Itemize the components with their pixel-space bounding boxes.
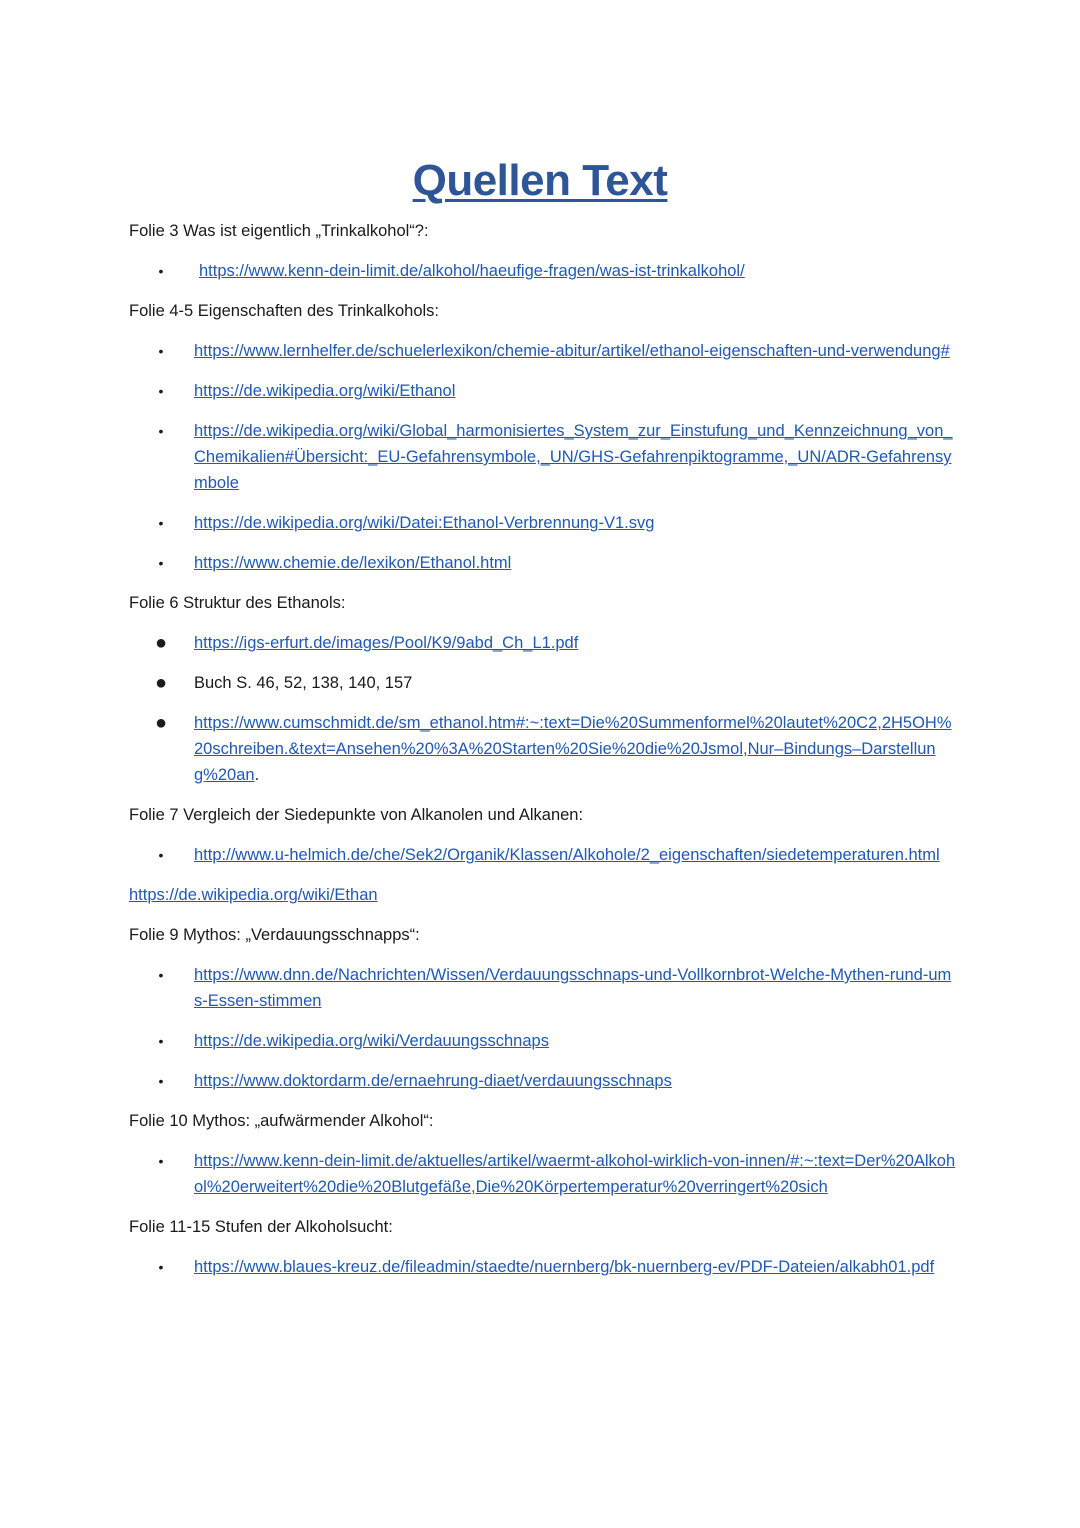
section-list — [129, 338, 959, 576]
page-title-text: Quellen Text — [412, 156, 668, 205]
source-link[interactable]: https://de.wikipedia.org/wiki/Datei:Ethanol-Verbrennung-V1.svg — [194, 514, 655, 532]
list-item — [129, 1254, 959, 1280]
bullet-icon: • — [158, 263, 164, 279]
source-link[interactable]: https://www.kenn-dein-limit.de/aktuelles/artikel/waermt-alkohol-wirklich-von-innen/#:~:text=Der%20Alkohol%20erweitert%20die%20Blutgefäße,Die%20Körpertemperatur%20verringert%20sich — [194, 1152, 956, 1196]
section-heading: Folie 9 Mythos: „Verdauungsschnapps“: — [129, 926, 420, 944]
bullet-icon: • — [158, 343, 164, 359]
bullet-icon: • — [158, 555, 164, 571]
list-item — [129, 670, 959, 696]
section-list — [129, 1148, 959, 1200]
bullet-icon: ● — [155, 672, 168, 694]
section-heading: Folie 6 Struktur des Ethanols: — [129, 594, 346, 612]
section-list — [129, 1254, 959, 1280]
section-heading: Folie 3 Was ist eigentlich „Trinkalkohol“?: — [129, 222, 429, 240]
list-item — [129, 550, 959, 576]
book-reference: Buch S. 46, 52, 138, 140, 157 — [194, 674, 413, 692]
list-item — [129, 510, 959, 536]
source-link[interactable]: https://de.wikipedia.org/wiki/Verdauungsschnaps — [194, 1032, 549, 1050]
list-item — [129, 962, 959, 1014]
source-link[interactable]: https://de.wikipedia.org/wiki/Ethan — [129, 886, 378, 904]
source-link[interactable]: https://www.cumschmidt.de/sm_ethanol.htm#:~:text=Die%20Summenformel%20lautet%20C2,2H5OH%20schreiben.&text=Ansehen%20%3A%20Starten%20Sie%20die%20Jsmol,Nur–Bindungs–Darstellung%20an — [194, 714, 952, 784]
list-item — [129, 418, 959, 496]
list-item — [129, 842, 959, 868]
source-link[interactable]: https://www.doktordarm.de/ernaehrung-diaet/verdauungsschnaps — [194, 1072, 672, 1090]
bullet-icon: • — [158, 847, 164, 863]
source-link[interactable]: https://www.blaues-kreuz.de/fileadmin/staedte/nuernberg/bk-nuernberg-ev/PDF-Dateien/alkabh01.pdf — [194, 1258, 935, 1276]
source-link[interactable]: http://www.u-helmich.de/che/Sek2/Organik/Klassen/Alkohole/2_eigenschaften/siedetemperaturen.html — [194, 846, 940, 864]
bullet-icon: • — [158, 423, 164, 439]
source-link[interactable]: https://www.dnn.de/Nachrichten/Wissen/Verdauungsschnaps-und-Vollkornbrot-Welche-Mythen-rund-ums-Essen-stimmen — [194, 966, 952, 1010]
source-link[interactable]: https://de.wikipedia.org/wiki/Ethanol — [194, 382, 456, 400]
link-suffix: . — [254, 766, 260, 784]
list-item — [129, 378, 959, 404]
bullet-icon: • — [158, 1033, 164, 1049]
bullet-icon: • — [158, 383, 164, 399]
bullet-icon: ● — [155, 632, 168, 654]
section-list — [129, 258, 959, 284]
bullet-icon: • — [158, 967, 164, 983]
section-heading: Folie 4-5 Eigenschaften des Trinkalkohols: — [129, 302, 440, 320]
section-list — [129, 630, 959, 788]
bullet-icon: • — [158, 1153, 164, 1169]
list-item — [129, 1028, 959, 1054]
sources-list — [129, 218, 959, 1294]
source-link[interactable]: https://www.lernhelfer.de/schuelerlexikon/chemie-abitur/artikel/ethanol-eigenschaften-und-verwendung# — [194, 342, 950, 360]
source-link[interactable]: https://www.chemie.de/lexikon/Ethanol.html — [194, 554, 512, 572]
list-item — [129, 710, 959, 788]
source-link[interactable]: https://www.kenn-dein-limit.de/alkohol/haeufige-fragen/was-ist-trinkalkohol/ — [199, 262, 745, 280]
section-heading: Folie 11-15 Stufen der Alkoholsucht: — [129, 1218, 393, 1236]
section-list — [129, 842, 959, 868]
list-item — [129, 1148, 959, 1200]
list-item — [129, 1068, 959, 1094]
section-heading: Folie 10 Mythos: „aufwärmender Alkohol“: — [129, 1112, 434, 1130]
bullet-icon: • — [158, 1259, 164, 1275]
list-item — [129, 338, 959, 364]
bullet-icon: • — [158, 1073, 164, 1089]
bullet-icon: ● — [155, 712, 168, 734]
section-heading: Folie 7 Vergleich der Siedepunkte von Alkanolen und Alkanen: — [129, 806, 584, 824]
page-title — [0, 156, 1080, 206]
source-link[interactable]: https://igs-erfurt.de/images/Pool/K9/9abd_Ch_L1.pdf — [194, 634, 579, 652]
bullet-icon: • — [158, 515, 164, 531]
section-list — [129, 962, 959, 1094]
list-item — [129, 630, 959, 656]
unbulleted-source — [129, 882, 959, 908]
source-link[interactable]: https://de.wikipedia.org/wiki/Global_harmonisiertes_System_zur_Einstufung_und_Kennzeichnung_von_Chemikalien#Übersicht:_EU-Gefahrensymbole,_UN/GHS-Gefahrenpiktogramme,_UN/ADR-Gefahrensymbole — [194, 422, 953, 492]
list-item — [129, 258, 959, 284]
